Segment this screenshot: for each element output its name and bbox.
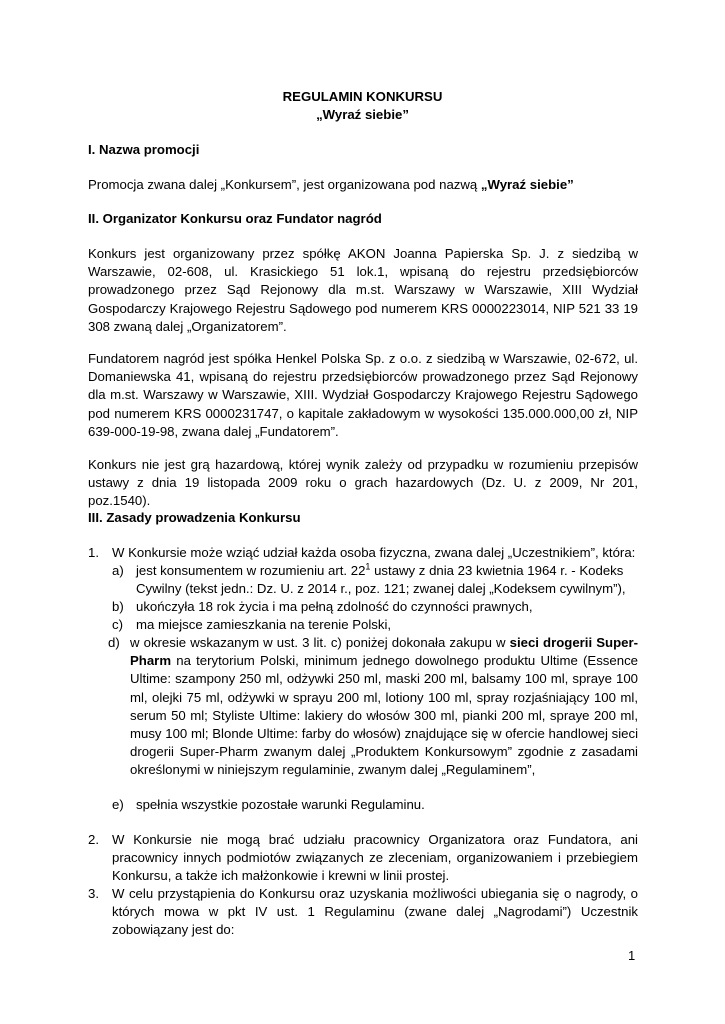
item-3-text: W celu przystąpienia do Konkursu oraz uzyskania możliwości ubiegania się o nagrody, o których mowa w pkt IV ust. 1 Regulaminu (zwane dalej „Nagrodami”) Uczestnik zobowiązany jest do:: [112, 886, 638, 938]
section-3-heading: III. Zasady prowadzenia Konkursu: [88, 510, 301, 525]
sub-item-d: [130, 634, 638, 780]
sub-item-d-text: w okresie wskazanym w ust. 3 lit. c) poniżej dokonała zakupu w: [130, 635, 510, 650]
sub-label-d: d): [108, 635, 120, 650]
sub-label-b: b): [112, 599, 124, 614]
sub-item-b: ukończyła 18 rok życia i ma pełną zdolność do czynności prawnych,: [136, 599, 533, 614]
sub-item-d-text-cont: na terytorium Polski, minimum jednego dowolnego produktu Ultime (Essence Ultime: szampony 250 ml, odżywki 250 ml, maski 200 ml, balsamy 100 ml, spraye 100 ml, olejki 75 ml, odżywki w sprayu 200 ml, lotiony 100 ml, spray rozjaśniający 100 ml, serum 50 ml; Styliste Ultime: lakiery do włosów 300 ml, pianki 200 ml, spraye 200 ml, musy 100 ml; Blonde Ultime: farby do włosów) znajdujące się w ofercie handlowej sieci drogerii Super-Pharm zwanym dalej „Produktem Konkursowym” zgodnie z zasadami określonymi w niniejszym regulaminie, zwanym dalej „Regulaminem”,: [130, 653, 638, 778]
sub-item-e: spełnia wszystkie pozostałe warunki Regulaminu.: [136, 797, 425, 812]
section-1-heading: I. Nazwa promocji: [88, 142, 200, 157]
list-number: 1.: [88, 545, 99, 560]
sub-item-a: [136, 562, 638, 598]
item-1-text: W Konkursie może wziąć udział każda osoba fizyczna, zwana dalej „Uczestnikiem”, która:: [112, 545, 636, 560]
store-chain-name: sieci drogerii Super-Pharm: [130, 635, 638, 669]
section-2-heading: II. Organizator Konkursu oraz Fundator nagród: [88, 211, 382, 226]
list-number: 2.: [88, 832, 99, 847]
sub-label-a: a): [112, 563, 124, 578]
organizer-paragraph: Konkurs jest organizowany przez spółkę AKON Joanna Papierska Sp. J. z siedzibą w Warszawie, 02-608, ul. Krasickiego 51 lok.1, wpisaną do rejestru przedsiębiorców prowadzonego przez Sąd Rejonowy dla m.st. Warszawy w Warszawie, XIII Wydział Gospodarczy Krajowego Rejestru Sądowego pod numerem KRS 0000223014, NIP 521 33 19 308 zwaną dalej „Organizatorem”.: [88, 246, 638, 334]
sub-label-c: c): [112, 617, 123, 632]
sub-item-c: ma miejsce zamieszkania na terenie Polski,: [136, 617, 392, 632]
document-subtitle: „Wyraź siebie”: [316, 107, 409, 122]
sub-label-e: e): [112, 797, 124, 812]
founder-paragraph: Fundatorem nagród jest spółka Henkel Polska Sp. z o.o. z siedzibą w Warszawie, 02-672, ul. Domaniewska 41, wpisaną do rejestru przedsiębiorców prowadzonego przez Sąd Rejonowy dla m.st. Warszawy w Warszawie, XIII. Wydział Gospodarczy Krajowego Rejestru Sądowego pod numerem KRS 0000231747, o kapitale zakładowym w wysokości 135.000.000,00 zł, NIP 639-000-19-98, zwana dalej „Fundatorem”.: [88, 351, 638, 439]
sub-item-a-text-cont: ustawy z dnia 23 kwietnia 1964 r. - Kodeks Cywilny (tekst jedn.: Dz. U. z 2014 r., poz. 121; zwanej dalej „Kodeksem cywilnym”),: [136, 563, 626, 597]
item-2-text: W Konkursie nie mogą brać udziału pracownicy Organizatora oraz Fundatora, ani pracownicy innych podmiotów związanych ze zleceniam, organizowaniem i przebiegiem Konkursu, a także ich małżonkowie i krewni w linii prostej.: [112, 832, 638, 884]
footnote-superscript: 1: [365, 561, 371, 572]
gambling-paragraph: Konkurs nie jest grą hazardową, której wynik zależy od przypadku w rozumieniu przepisów ustawy z dnia 19 listopada 2009 roku o grach hazardowych (Dz. U. z 2009, Nr 201, poz.1540).: [88, 457, 638, 509]
section-1-text: [88, 176, 648, 194]
page-number: 1: [628, 948, 636, 963]
promo-name: „Wyraź siebie”: [480, 177, 574, 192]
section-1-text-plain: Promocja zwana dalej „Konkursem”, jest organizowana pod nazwą: [88, 177, 481, 192]
document-title: REGULAMIN KONKURSU: [282, 89, 443, 104]
sub-item-a-text: jest konsumentem w rozumieniu art. 22: [136, 563, 366, 578]
list-number: 3.: [88, 886, 99, 901]
